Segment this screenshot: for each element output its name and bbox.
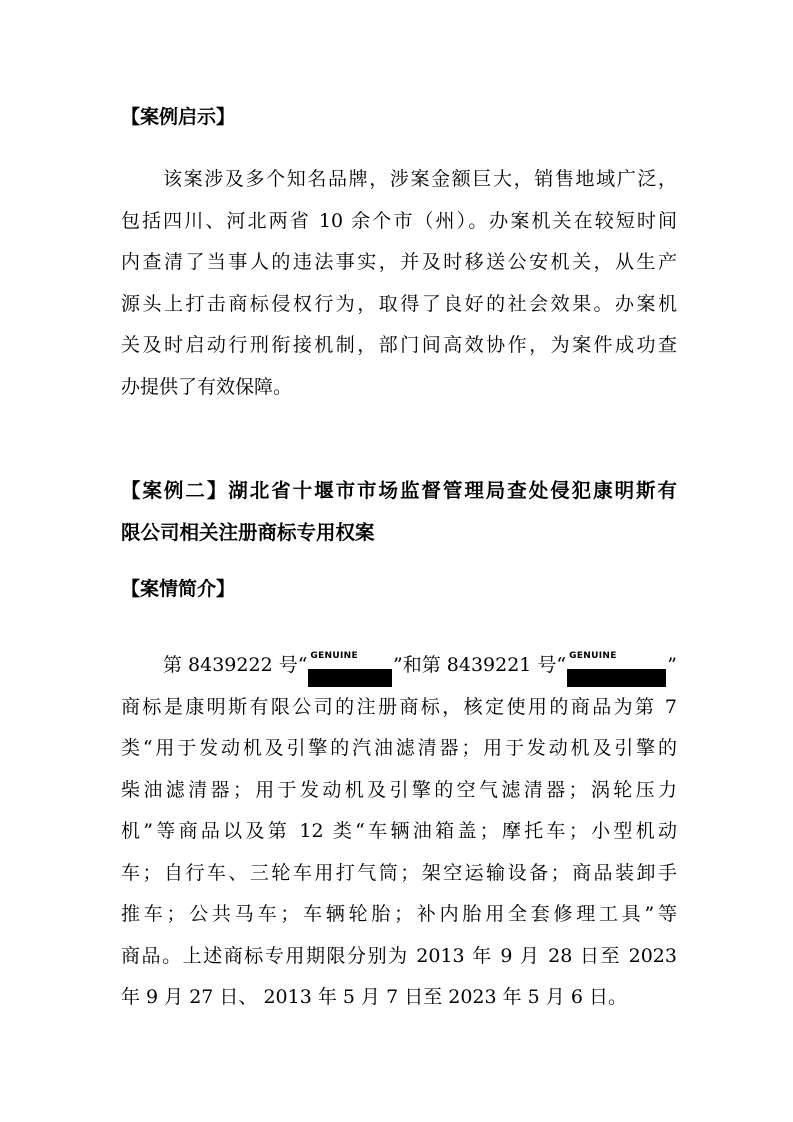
- paragraph-line: 办提供了有效保障。: [121, 375, 293, 398]
- trademark-word-parts: PARTS: [310, 661, 344, 672]
- paragraph-line: 车；自行车、三轮车用打气筒；架空运输设备；商品装卸手: [121, 861, 677, 884]
- title-line: 【案例二】湖北省十堰市市场监督管理局查处侵犯康明斯有: [121, 479, 677, 502]
- trademark-text-3: ”: [667, 654, 677, 676]
- trademark-word-genuine: GENUINE: [569, 650, 617, 661]
- trademark-word-genuine: GENUINE: [310, 650, 358, 661]
- paragraph-line: 源头上打击商标侵权行为，取得了良好的社会效果。办案机: [121, 292, 677, 315]
- paragraph-line: 柴油滤清器；用于发动机及引擎的空气滤清器；涡轮压力: [121, 778, 677, 801]
- paragraph-line: 年 9 月 27 日、 2013 年 5 月 7 日至 2023 年 5 月 6 日。: [121, 986, 627, 1008]
- paragraph-line: 类“用于发动机及引擎的汽油滤清器；用于发动机及引擎的: [121, 737, 677, 759]
- trademark-word-parts: PARTS: [569, 661, 603, 672]
- paragraph-line: 商标是康明斯有限公司的注册商标，核定使用的商品为第 7: [121, 695, 677, 718]
- paragraph-line: 机”等商品以及第 12 类“车辆油箱盖；摩托车；小型机动: [121, 820, 677, 842]
- case-two-title: [121, 470, 677, 553]
- trademark-image-genuine-parts-1: [308, 650, 392, 687]
- trademark-image-genuine-parts-2: [567, 650, 666, 687]
- paragraph-line: 商品。上述商标专用期限分别为 2013 年 9 月 28 日至 2023: [121, 944, 677, 967]
- insight-paragraph: [121, 159, 677, 408]
- section-heading-summary: 【案情简介】: [121, 578, 236, 600]
- paragraph-line: 包括四川、河北两省 10 余个市（州）。办案机关在较短时间: [121, 209, 677, 232]
- trademark-text-2: ”和第 8439221 号“: [393, 654, 567, 676]
- title-line: 限公司相关注册商标专用权案: [121, 520, 375, 544]
- paragraph-line: 推车；公共马车；车辆轮胎；补内胎用全套修理工具”等: [121, 903, 677, 925]
- summary-paragraph: [121, 645, 677, 1019]
- trademark-text-1: 第 8439222 号“: [163, 654, 308, 676]
- paragraph-line: 该案涉及多个知名品牌，涉案金额巨大，销售地域广泛，: [163, 168, 677, 190]
- section-heading-insight: 【案例启示】: [121, 106, 236, 128]
- paragraph-line: 内查清了当事人的违法事实，并及时移送公安机关，从生产: [121, 251, 677, 273]
- paragraph-line: 关及时启动行刑衔接机制，部门间高效协作，为案件成功查: [121, 334, 677, 356]
- trademark-line: [121, 645, 677, 687]
